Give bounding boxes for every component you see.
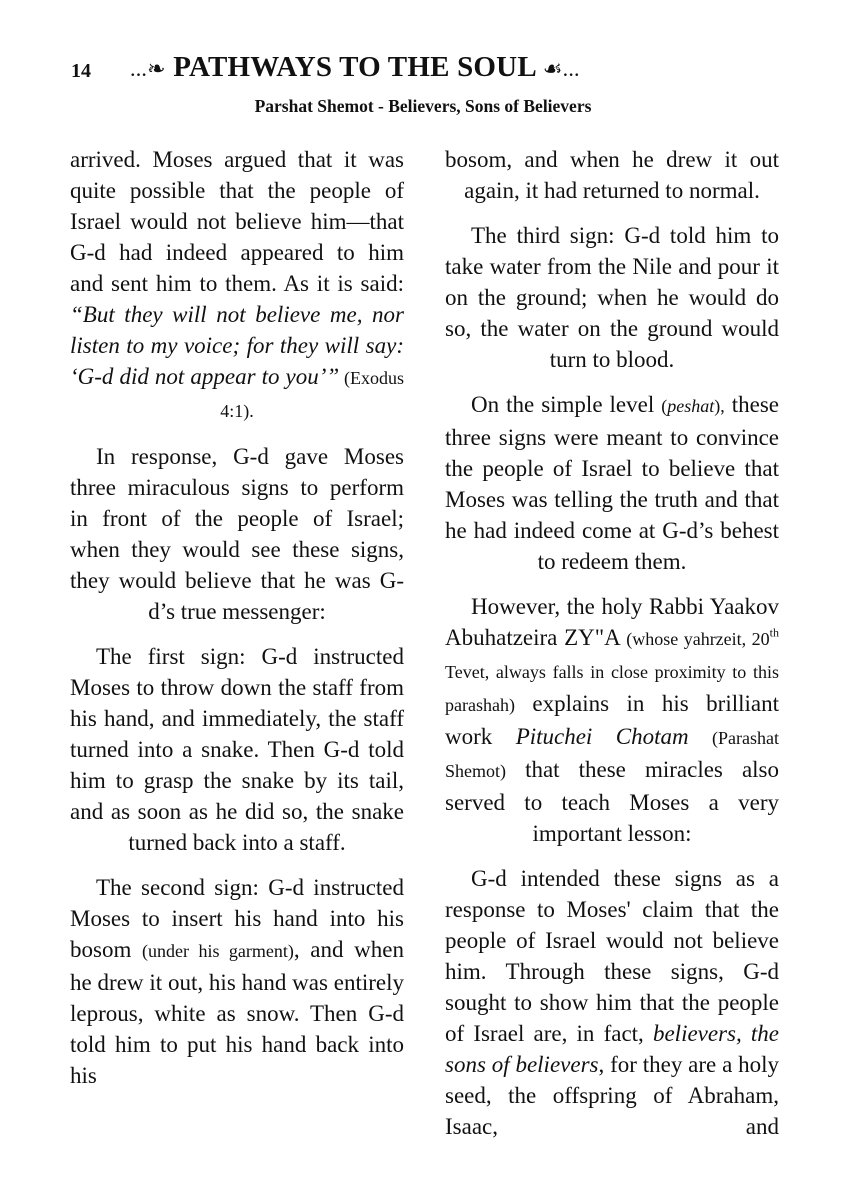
paragraph <box>445 220 779 375</box>
text: arrived. Moses argued that it was quite possible that the people of Israel would not believe him—that G-d had indeed appeared to him and sent him to them. As it is said: <box>70 147 404 296</box>
left-column <box>70 144 404 1105</box>
small-text: (Parashat Shemot) <box>445 728 779 781</box>
paragraph <box>445 863 779 1142</box>
small-text: (Exodus 4:1). <box>220 368 405 421</box>
paragraph <box>70 144 404 427</box>
text: , and when he drew it out, his hand was entirely leprous, white as snow. Then G-d told him to put his hand back into his <box>70 937 405 1088</box>
right-column <box>445 144 779 1156</box>
small-text: (whose yahrzeit, 20 <box>626 629 770 649</box>
paragraph <box>445 591 779 849</box>
text: explains in his brilliant work <box>445 691 779 749</box>
small-text: ( <box>661 396 668 416</box>
text: The second sign: G-d instructed Moses to insert his hand into his bosom <box>70 875 404 962</box>
text: G-d intended these signs as a response to Moses' claim that the people of Israel would not believe him. Through these signs, G-d sought to show him that the people of Israel are, in fact, <box>445 866 779 1046</box>
text: On the simple level <box>471 392 662 417</box>
running-header <box>130 51 730 84</box>
text: these three signs were meant to convince the people of Israel to believe that Moses was telling the truth and that he had indeed come at G-d’s behest to redeem them. <box>445 392 779 574</box>
page-number: 14 <box>71 60 91 82</box>
text: The third sign: G-d told him to take water from the Nile and pour it on the ground; when he would do so, the water on the ground would turn to blood. <box>445 223 779 372</box>
paragraph <box>70 641 404 858</box>
paragraph <box>445 144 779 206</box>
chapter-subtitle: Parshat Shemot - Believers, Sons of Believers <box>254 96 592 116</box>
italic-text: Pituchei Chotam <box>515 724 689 749</box>
text: In response, G-d gave Moses three miraculous signs to perform in front of the people of Israel; when they would see these signs, they would believe that he was G-d’s true messenger: <box>70 444 404 624</box>
small-text: (under his garment) <box>142 941 294 961</box>
text <box>689 724 712 749</box>
ornament-left-icon: ...❧ <box>130 56 166 81</box>
book-title: PATHWAYS TO THE SOUL <box>173 51 536 83</box>
text: The first sign: G-d instructed Moses to throw down the staff from his hand, and immediately, the staff turned into a snake. Then G-d told him to grasp the snake by its tail, and as soon as he did so, the snake turned back into a staff. <box>70 644 404 855</box>
text: bosom, and when he drew it out again, it had returned to normal. <box>445 147 779 203</box>
paragraph <box>70 872 404 1091</box>
italic-text: believers, the sons of believers <box>445 1021 779 1077</box>
ornament-right-icon: ☙... <box>542 56 580 81</box>
italic-text: “But they will not believe me, nor listen to my voice; for they will say: ‘G-d did not appear to you’” <box>70 302 404 389</box>
text: , for they are a holy seed, the offspring of Abraham, Isaac, and <box>445 1052 780 1139</box>
paragraph <box>70 441 404 627</box>
text: However, the holy Rabbi Yaakov Abuhatzeira ZY"A <box>445 594 779 650</box>
small-text: ), <box>714 396 725 416</box>
small-text: Tevet, always falls in close proximity to this parashah) <box>445 662 779 715</box>
paragraph <box>445 389 779 577</box>
small-text: peshat <box>667 396 715 416</box>
small-text: th <box>769 625 779 640</box>
text: that these miracles also served to teach Moses a very important lesson: <box>445 757 779 846</box>
